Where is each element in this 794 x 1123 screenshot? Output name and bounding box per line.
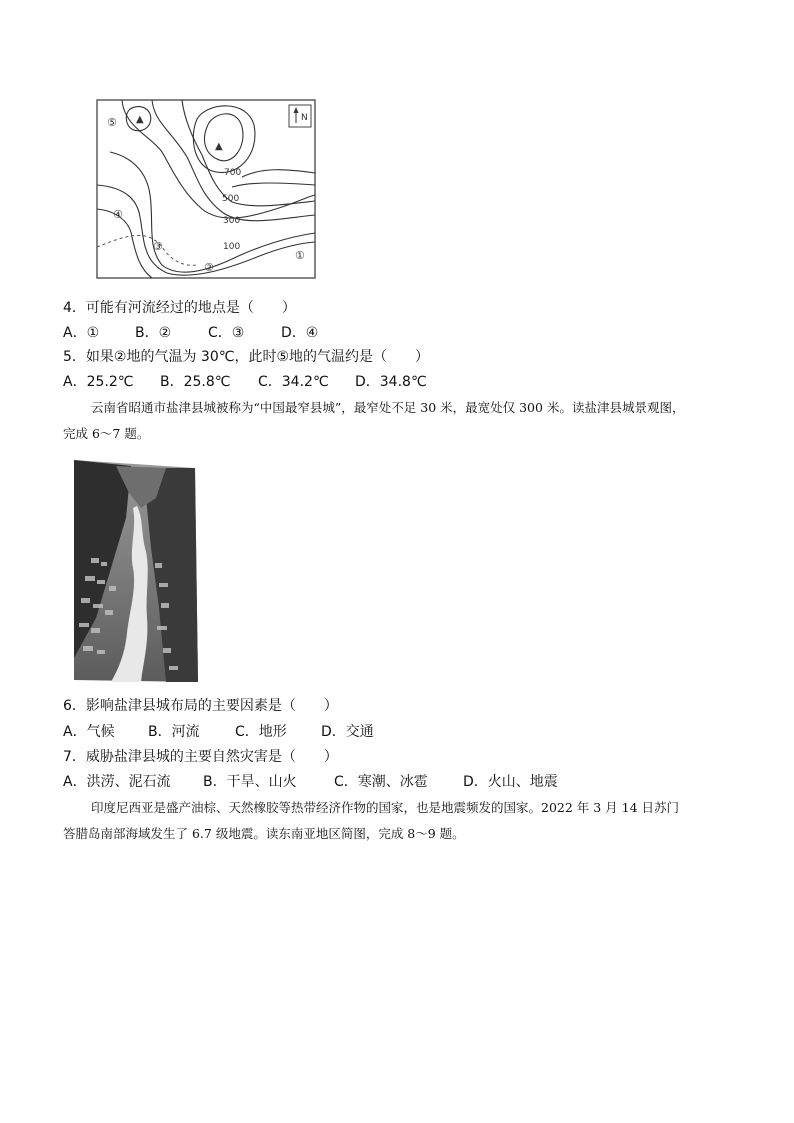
q7-option-a[interactable]: A．洪涝、泥石流 — [63, 774, 171, 790]
q5-option-a[interactable]: A．25.2℃ — [63, 374, 134, 390]
question-4-stem: 4．可能有河流经过的地点是（ ） — [63, 300, 296, 316]
q5-option-d[interactable]: D．34.8℃ — [355, 374, 427, 390]
intro-6-7-line1: 云南省昭通市盐津县城被称为“中国最窄县城”，最窄处不足 30 米，最宽处仅 300 米。读盐津县城景观图， — [91, 400, 685, 415]
intro-6-7 — [63, 395, 753, 447]
point-label: ⑤ — [107, 116, 117, 129]
q6-option-c[interactable]: C．地形 — [235, 724, 287, 740]
peak-icon: ▲ — [215, 141, 223, 152]
question-6-stem: 6．影响盐津县城布局的主要因素是（ ） — [63, 698, 338, 714]
north-arrow — [289, 105, 311, 127]
point-label: ④ — [113, 208, 123, 221]
q4-option-d[interactable]: D．④ — [281, 325, 319, 341]
point-label: ② — [204, 261, 214, 274]
q4-option-a[interactable]: A．① — [63, 325, 100, 341]
contour-label: 300 — [223, 216, 241, 226]
point-label: ① — [295, 249, 305, 262]
q6-option-d[interactable]: D．交通 — [321, 724, 374, 740]
q6-option-a[interactable]: A．气候 — [63, 724, 115, 740]
q7-option-d[interactable]: D．火山、地震 — [463, 774, 558, 790]
intro-8-9-line1: 印度尼西亚是盛产油棕、天然橡胶等热带经济作物的国家，也是地震频发的国家。2022 年 3 月 14 日苏门 — [91, 800, 680, 815]
intro-8-9-line2: 答腊岛南部海域发生了 6.7 级地震。读东南亚地区简图，完成 8～9 题。 — [63, 826, 465, 841]
contour-label: 500 — [222, 194, 240, 204]
q4-option-b[interactable]: B．② — [135, 325, 172, 341]
q7-option-b[interactable]: B．干旱、山火 — [203, 774, 297, 790]
intro-8-9 — [63, 795, 753, 847]
intro-6-7-line2: 完成 6～7 题。 — [63, 426, 150, 441]
landscape-photo — [71, 458, 201, 684]
peak-icon: ▲ — [136, 114, 144, 125]
contour-map — [92, 97, 324, 283]
question-5-stem: 5．如果②地的气温为 30℃，此时⑤地的气温约是（ ） — [63, 349, 429, 365]
question-7-stem: 7．威胁盐津县城的主要自然灾害是（ ） — [63, 749, 338, 765]
q5-option-b[interactable]: B．25.8℃ — [160, 374, 231, 390]
north-label: N — [301, 113, 308, 123]
contour-label: 700 — [224, 168, 242, 178]
q4-option-c[interactable]: C．③ — [208, 325, 245, 341]
q7-option-c[interactable]: C．寒潮、冰雹 — [334, 774, 428, 790]
q5-option-c[interactable]: C．34.2℃ — [258, 374, 329, 390]
q6-option-b[interactable]: B．河流 — [148, 724, 200, 740]
point-label: ③ — [153, 240, 163, 253]
contour-label: 100 — [223, 242, 241, 252]
